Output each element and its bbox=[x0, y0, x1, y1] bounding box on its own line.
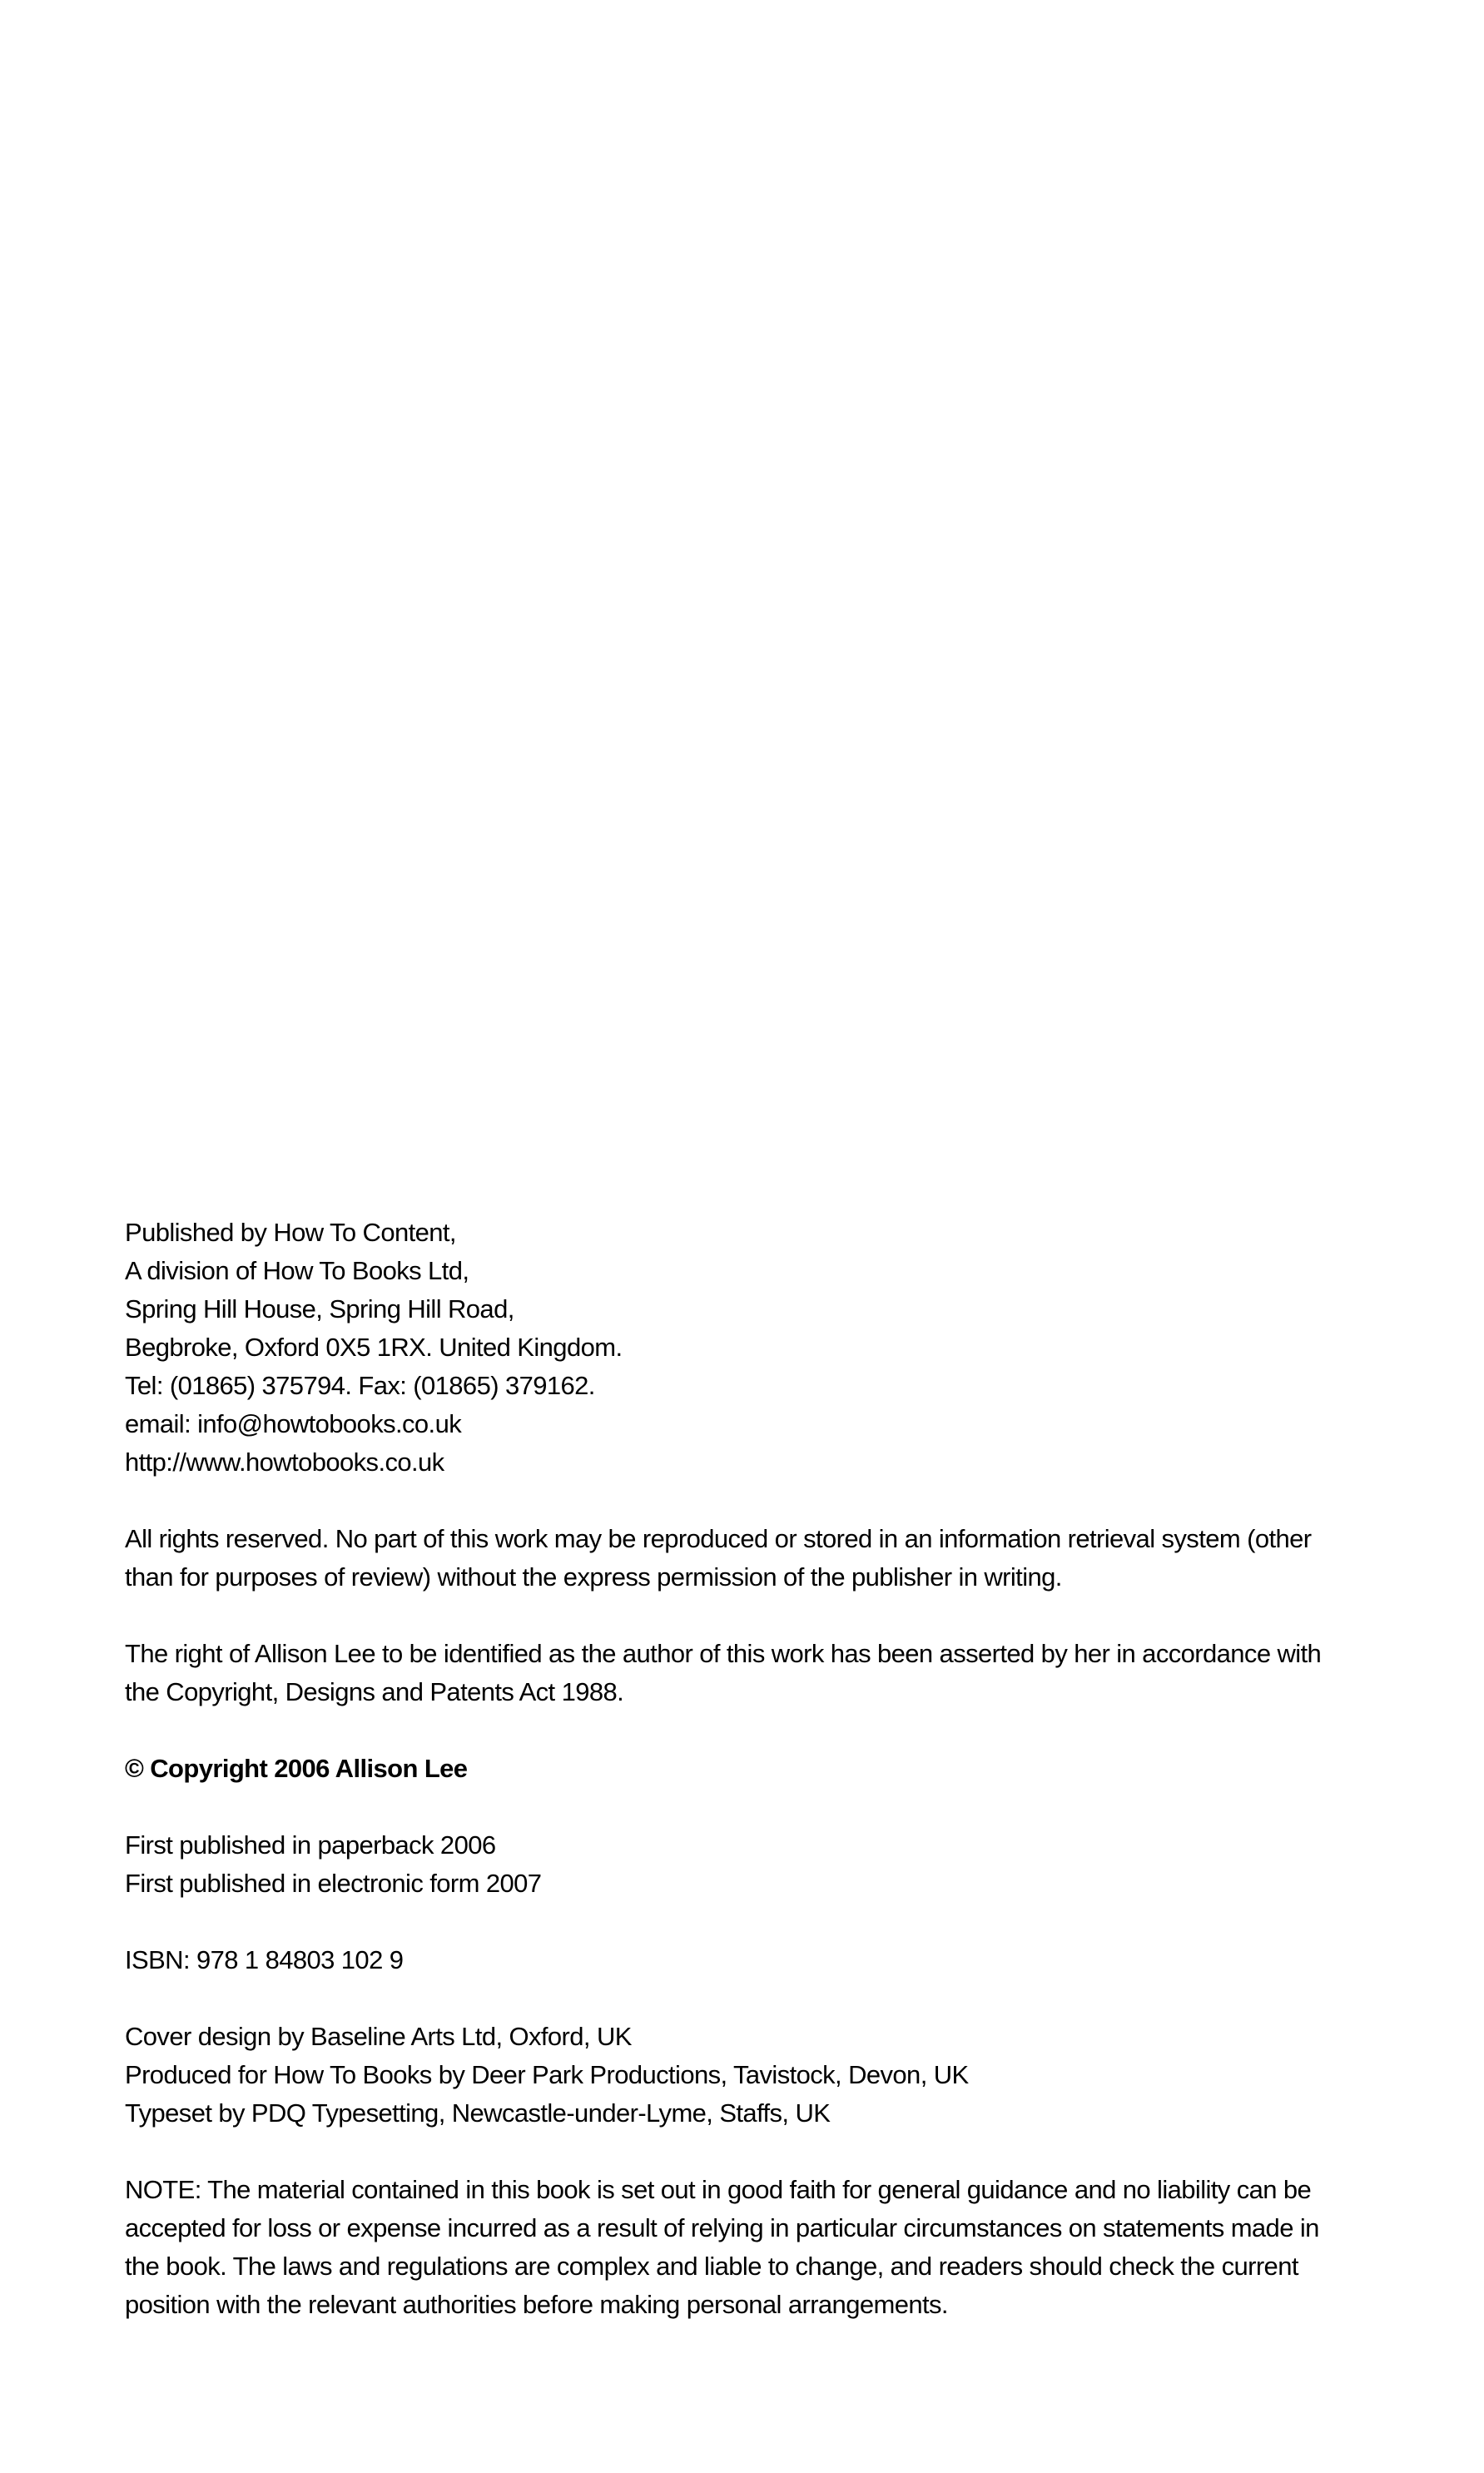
copyright-block bbox=[125, 1750, 1290, 1788]
author-right-block bbox=[125, 1635, 1322, 1711]
publisher-website-line: http://www.howtobooks.co.uk bbox=[125, 1448, 444, 1477]
rights-reserved-block bbox=[125, 1520, 1312, 1597]
note-line: accepted for loss or expense incurred as a result of relying in particular circumstances on statements made in bbox=[125, 2213, 1319, 2242]
cover-design-credit: Cover design by Baseline Arts Ltd, Oxford, UK bbox=[125, 2022, 632, 2051]
paperback-edition-line: First published in paperback 2006 bbox=[125, 1830, 496, 1860]
disclaimer-note-block bbox=[125, 2171, 1319, 2324]
publisher-line: Published by How To Content, bbox=[125, 1218, 456, 1247]
copyright-notice: © Copyright 2006 Allison Lee bbox=[125, 1754, 468, 1783]
rights-line: All rights reserved. No part of this work may be reproduced or stored in an information retrieval system (other bbox=[125, 1524, 1312, 1553]
note-line: the book. The laws and regulations are complex and liable to change, and readers should check the current bbox=[125, 2252, 1298, 2281]
isbn-line: ISBN: 978 1 84803 102 9 bbox=[125, 1945, 404, 1974]
electronic-edition-line: First published in electronic form 2007 bbox=[125, 1869, 542, 1898]
note-line: NOTE: The material contained in this book is set out in good faith for general guidance and no liability can be bbox=[125, 2175, 1312, 2204]
production-credit: Produced for How To Books by Deer Park Productions, Tavistock, Devon, UK bbox=[125, 2060, 969, 2089]
publisher-division-line: A division of How To Books Ltd, bbox=[125, 1256, 469, 1285]
imprint-text bbox=[125, 1214, 1322, 2362]
note-line: position with the relevant authorities before making personal arrangements. bbox=[125, 2290, 948, 2319]
isbn-block bbox=[125, 1941, 1290, 1979]
production-credits-block bbox=[125, 2018, 1290, 2133]
publisher-city-line: Begbroke, Oxford 0X5 1RX. United Kingdom. bbox=[125, 1333, 623, 1362]
rights-line: than for purposes of review) without the express permission of the publisher in writing. bbox=[125, 1562, 1062, 1592]
publisher-email-line: email: info@howtobooks.co.uk bbox=[125, 1409, 462, 1438]
author-right-line: the Copyright, Designs and Patents Act 1988. bbox=[125, 1677, 624, 1706]
author-right-line: The right of Allison Lee to be identified as the author of this work has been asserted by her in accordance with bbox=[125, 1639, 1322, 1668]
edition-block bbox=[125, 1826, 1290, 1903]
publisher-address-block bbox=[125, 1214, 1290, 1482]
publisher-phone-line: Tel: (01865) 375794. Fax: (01865) 379162. bbox=[125, 1371, 595, 1400]
typesetting-credit: Typeset by PDQ Typesetting, Newcastle-under-Lyme, Staffs, UK bbox=[125, 2098, 831, 2128]
publisher-street-line: Spring Hill House, Spring Hill Road, bbox=[125, 1294, 514, 1323]
